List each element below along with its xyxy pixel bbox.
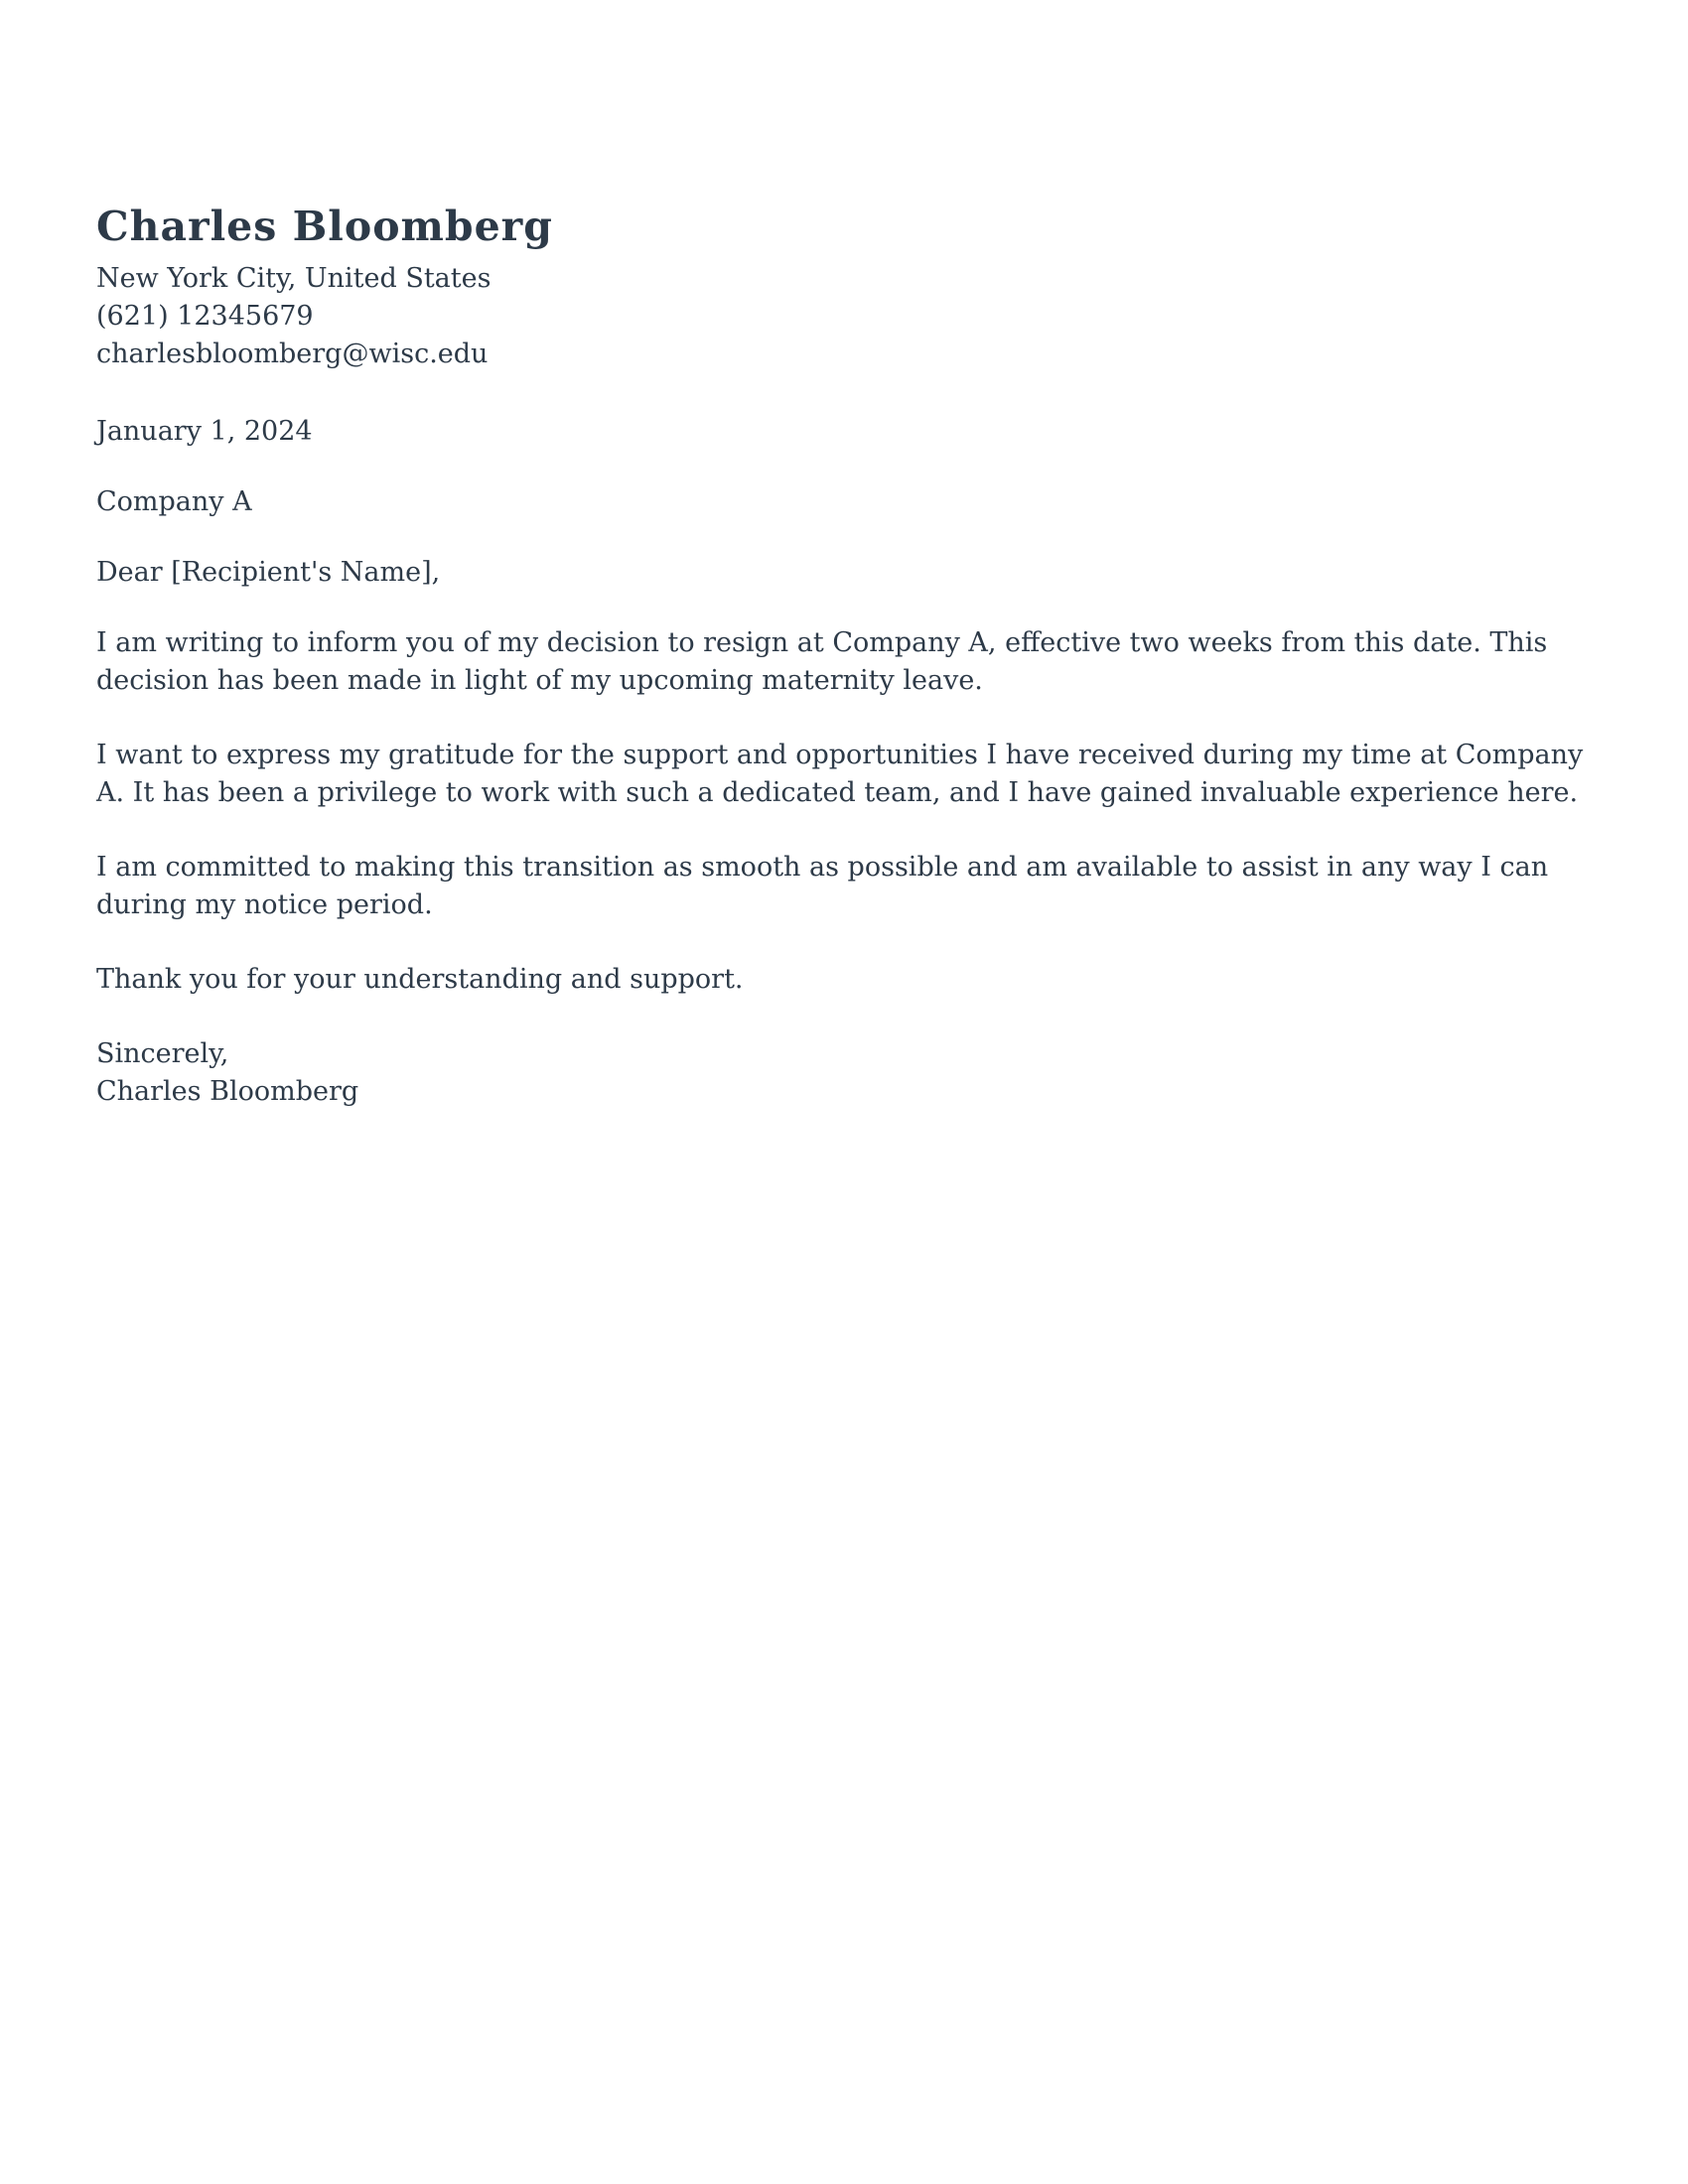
salutation: Dear [Recipient's Name], [96, 557, 441, 588]
closing-block [96, 1035, 1596, 1111]
signature: Charles Bloomberg [96, 1076, 359, 1107]
body-paragraph-3: I am committed to making this transition as smooth as possible and am available to assist in any way I can during my notice period. [96, 852, 1549, 920]
body-paragraph-2: I want to express my gratitude for the support and opportunities I have received during my time at Company A. It has been a privilege to work with such a dedicated team, and I have gained invaluable experience here. [96, 740, 1584, 808]
sender-name: Charles Bloomberg [96, 203, 553, 250]
body-paragraph-1: I am writing to inform you of my decision to resign at Company A, effective two weeks from this date. This decision has been made in light of my upcoming maternity leave. [96, 627, 1548, 696]
letter-page [96, 199, 1596, 1111]
body-paragraph-4: Thank you for your understanding and support. [96, 964, 744, 995]
letter-date: January 1, 2024 [96, 416, 313, 447]
sender-phone: (621) 12345679 [96, 301, 314, 332]
sender-location: New York City, United States [96, 263, 492, 294]
sender-email: charlesbloomberg@wisc.edu [96, 339, 489, 369]
valediction: Sincerely, [96, 1038, 229, 1069]
sender-contact [96, 260, 1596, 373]
recipient-company: Company A [96, 486, 252, 517]
